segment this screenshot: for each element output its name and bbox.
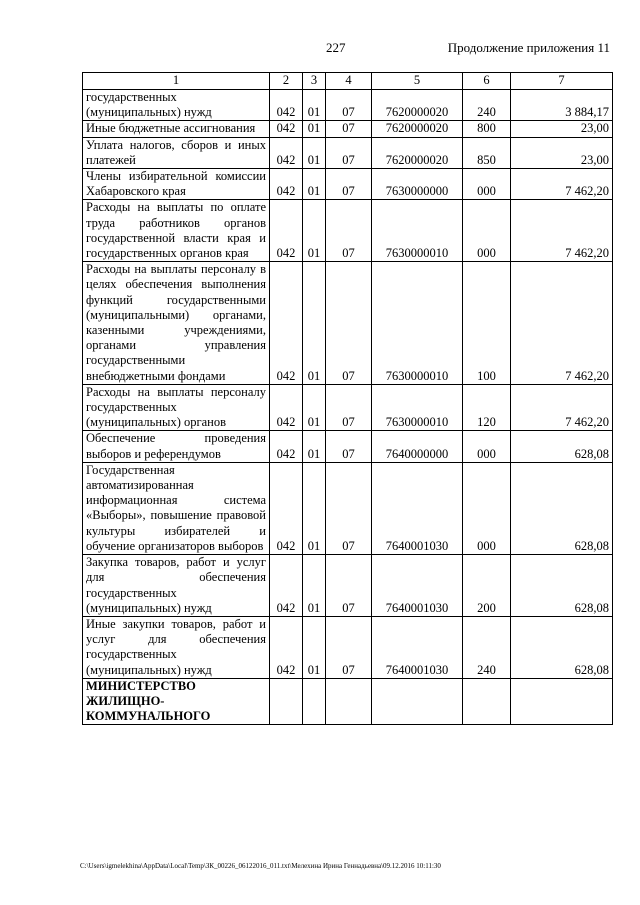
ministry-code-cell: 042 bbox=[270, 121, 303, 137]
column-header: 3 bbox=[303, 73, 326, 90]
row-name-cell: Расходы на выплаты персоналу государственных (муниципальных) органов bbox=[83, 384, 270, 431]
table-row bbox=[83, 555, 613, 617]
row-name-cell: государственных (муниципальных) нужд bbox=[83, 90, 270, 121]
footer-path: C:\Users\igmelekhina\AppData\Local\Temp\ЗК_00226_06122016_011.txt\Мелехина Ирина Геннадьевна\09.12.2016 10:11:30 bbox=[80, 862, 441, 870]
table-row bbox=[83, 200, 613, 262]
continuation-caption: Продолжение приложения 11 bbox=[447, 40, 610, 55]
budget-table bbox=[82, 72, 613, 725]
expense-type-code-cell: 240 bbox=[463, 616, 511, 678]
column-header: 5 bbox=[372, 73, 463, 90]
target-item-code-cell: 7640001030 bbox=[372, 555, 463, 617]
row-name-cell: Закупка товаров, работ и услуг для обеспечения государственных (муниципальных) нужд bbox=[83, 555, 270, 617]
target-item-code-cell: 7620000020 bbox=[372, 121, 463, 137]
target-item-code-cell: 7640001030 bbox=[372, 462, 463, 554]
expense-type-code-cell: 850 bbox=[463, 137, 511, 168]
row-name-cell: Обеспечение проведения выборов и референдумов bbox=[83, 431, 270, 462]
target-item-code-cell: 7630000000 bbox=[372, 169, 463, 200]
expense-type-code-cell: 000 bbox=[463, 431, 511, 462]
expense-type-code-cell: 800 bbox=[463, 121, 511, 137]
section-code-cell: 01 bbox=[303, 137, 326, 168]
expense-type-code-cell: 000 bbox=[463, 462, 511, 554]
subsection-code-cell: 07 bbox=[326, 431, 372, 462]
subsection-code-cell: 07 bbox=[326, 121, 372, 137]
ministry-code-cell: 042 bbox=[270, 384, 303, 431]
target-item-code-cell: 7640000000 bbox=[372, 431, 463, 462]
ministry-code-cell: 042 bbox=[270, 169, 303, 200]
section-code-cell: 01 bbox=[303, 121, 326, 137]
expense-type-code-cell: 120 bbox=[463, 384, 511, 431]
expense-type-code-cell: 000 bbox=[463, 169, 511, 200]
subsection-code-cell: 07 bbox=[326, 616, 372, 678]
expense-type-code-cell: 200 bbox=[463, 555, 511, 617]
target-item-code-cell: 7630000010 bbox=[372, 200, 463, 262]
column-header: 4 bbox=[326, 73, 372, 90]
section-code-cell: 01 bbox=[303, 431, 326, 462]
subsection-code-cell: 07 bbox=[326, 384, 372, 431]
ministry-code-cell: 042 bbox=[270, 555, 303, 617]
section-code-cell: 01 bbox=[303, 462, 326, 554]
ministry-code-cell bbox=[270, 678, 303, 725]
subsection-code-cell bbox=[326, 678, 372, 725]
section-code-cell: 01 bbox=[303, 262, 326, 385]
expense-type-code-cell: 000 bbox=[463, 200, 511, 262]
row-name-cell: Расходы на выплаты персоналу в целях обеспечения выполнения функций государственными (муниципальными) органами, казенными учреждениями, органами управления государственными внебюджетными фондами bbox=[83, 262, 270, 385]
target-item-code-cell: 7630000010 bbox=[372, 384, 463, 431]
amount-cell: 628,08 bbox=[511, 431, 613, 462]
page-number: 227 bbox=[326, 40, 346, 55]
row-name-cell: Уплата налогов, сборов и иных платежей bbox=[83, 137, 270, 168]
amount-cell: 7 462,20 bbox=[511, 200, 613, 262]
column-header: 1 bbox=[83, 73, 270, 90]
section-code-cell: 01 bbox=[303, 90, 326, 121]
target-item-code-cell: 7620000020 bbox=[372, 90, 463, 121]
table-row bbox=[83, 90, 613, 121]
subsection-code-cell: 07 bbox=[326, 200, 372, 262]
expense-type-code-cell bbox=[463, 678, 511, 725]
target-item-code-cell: 7640001030 bbox=[372, 616, 463, 678]
column-header: 7 bbox=[511, 73, 613, 90]
ministry-code-cell: 042 bbox=[270, 431, 303, 462]
column-header: 6 bbox=[463, 73, 511, 90]
section-code-cell bbox=[303, 678, 326, 725]
column-header: 2 bbox=[270, 73, 303, 90]
section-code-cell: 01 bbox=[303, 384, 326, 431]
ministry-code-cell: 042 bbox=[270, 90, 303, 121]
subsection-code-cell: 07 bbox=[326, 90, 372, 121]
row-name-cell: Иные бюджетные ассигнования bbox=[83, 121, 270, 137]
subsection-code-cell: 07 bbox=[326, 462, 372, 554]
row-name-cell: Иные закупки товаров, работ и услуг для обеспечения государственных (муниципальных) нужд bbox=[83, 616, 270, 678]
ministry-code-cell: 042 bbox=[270, 137, 303, 168]
table-row bbox=[83, 137, 613, 168]
expense-type-code-cell: 240 bbox=[463, 90, 511, 121]
header-row bbox=[83, 73, 613, 90]
section-code-cell: 01 bbox=[303, 169, 326, 200]
row-name-cell: Государственная автоматизированная информационная система «Выборы», повышение правовой культуры избирателей и обучение организаторов выборов bbox=[83, 462, 270, 554]
amount-cell: 3 884,17 bbox=[511, 90, 613, 121]
section-code-cell: 01 bbox=[303, 616, 326, 678]
subsection-code-cell: 07 bbox=[326, 169, 372, 200]
table-row bbox=[83, 616, 613, 678]
amount-cell: 628,08 bbox=[511, 616, 613, 678]
table-row bbox=[83, 121, 613, 137]
amount-cell: 7 462,20 bbox=[511, 169, 613, 200]
ministry-code-cell: 042 bbox=[270, 462, 303, 554]
amount-cell: 628,08 bbox=[511, 555, 613, 617]
row-name-cell: Члены избирательной комиссии Хабаровского края bbox=[83, 169, 270, 200]
table-row bbox=[83, 431, 613, 462]
subsection-code-cell: 07 bbox=[326, 262, 372, 385]
ministry-code-cell: 042 bbox=[270, 262, 303, 385]
target-item-code-cell bbox=[372, 678, 463, 725]
row-name-cell: Расходы на выплаты по оплате труда работников органов государственной власти края и государственных органов края bbox=[83, 200, 270, 262]
table-row bbox=[83, 462, 613, 554]
expense-type-code-cell: 100 bbox=[463, 262, 511, 385]
target-item-code-cell: 7620000020 bbox=[372, 137, 463, 168]
table-row bbox=[83, 262, 613, 385]
subsection-code-cell: 07 bbox=[326, 137, 372, 168]
subsection-code-cell: 07 bbox=[326, 555, 372, 617]
target-item-code-cell: 7630000010 bbox=[372, 262, 463, 385]
table-row bbox=[83, 384, 613, 431]
row-name-cell: МИНИСТЕРСТВО ЖИЛИЩНО-КОММУНАЛЬНОГО bbox=[83, 678, 270, 725]
section-code-cell: 01 bbox=[303, 555, 326, 617]
amount-cell: 628,08 bbox=[511, 462, 613, 554]
amount-cell: 23,00 bbox=[511, 137, 613, 168]
table-body bbox=[83, 90, 613, 725]
amount-cell: 23,00 bbox=[511, 121, 613, 137]
amount-cell: 7 462,20 bbox=[511, 262, 613, 385]
ministry-code-cell: 042 bbox=[270, 616, 303, 678]
section-code-cell: 01 bbox=[303, 200, 326, 262]
table-row bbox=[83, 678, 613, 725]
amount-cell bbox=[511, 678, 613, 725]
ministry-code-cell: 042 bbox=[270, 200, 303, 262]
amount-cell: 7 462,20 bbox=[511, 384, 613, 431]
table-row bbox=[83, 169, 613, 200]
